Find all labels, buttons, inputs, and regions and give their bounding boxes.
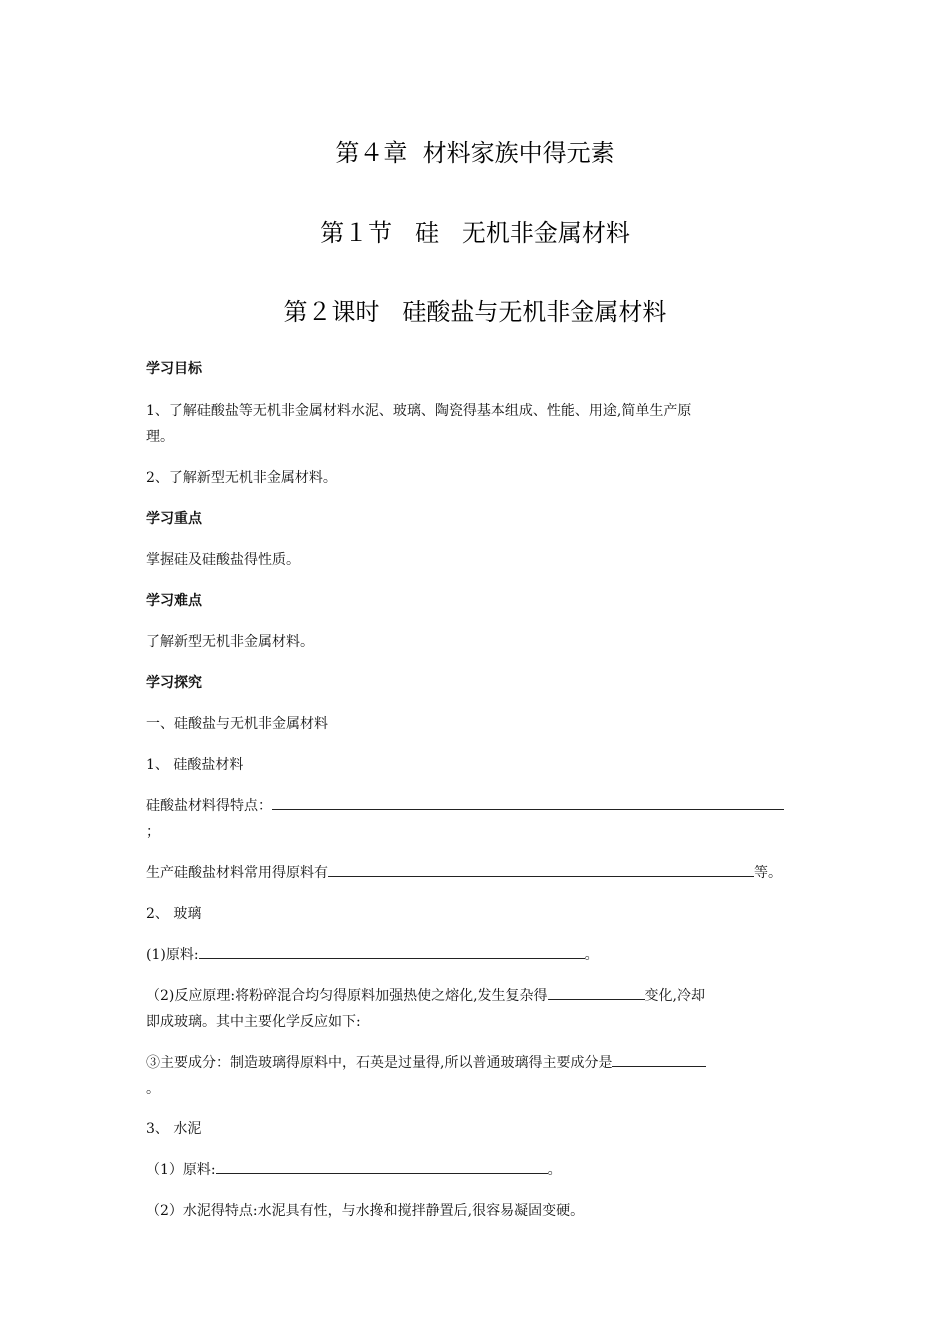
item-1-silicate: 1、 硅酸盐材料: [146, 757, 244, 773]
glass-reaction-line-2: 即成玻璃。其中主要化学反应如下:: [146, 1014, 361, 1030]
glass-reaction-line-1: [146, 984, 705, 1008]
glass-reaction-mid: 变化,冷却: [644, 988, 705, 1004]
objective-2: 2、了解新型无机非金属材料。: [146, 470, 337, 486]
objective-1-line-2: 理。: [146, 429, 174, 445]
chapter-title: 第４章 材料家族中得元素: [335, 139, 615, 167]
raw-material-blank[interactable]: [328, 861, 754, 877]
glass-raw-blank[interactable]: [199, 943, 585, 959]
raw-material-end: 等。: [754, 865, 782, 881]
glass-reaction-blank[interactable]: [548, 984, 645, 1000]
inquiry-heading: 学习探究: [146, 675, 202, 691]
section-title: 第１节 硅 无机非金属材料: [320, 219, 630, 247]
glass-main-text: ③主要成分：制造玻璃得原料中，石英是过量得,所以普通玻璃得主要成分是: [146, 1055, 613, 1071]
cement-raw-end: 。: [547, 1162, 562, 1178]
cement-raw-blank[interactable]: [216, 1158, 548, 1174]
raw-material-label: 生产硅酸盐材料常用得原料有: [146, 865, 328, 881]
glass-raw-label: (1)原料:: [146, 947, 199, 963]
cement-raw-line: [146, 1158, 562, 1182]
silicate-feature-line: [146, 794, 784, 818]
silicate-feature-end: ；: [146, 824, 160, 840]
key-points-text: 掌握硅及硅酸盐得性质。: [146, 552, 300, 568]
difficulty-heading: 学习难点: [146, 593, 202, 609]
item-2-glass: 2、 玻璃: [146, 906, 202, 922]
glass-main-end: 。: [146, 1081, 160, 1097]
lesson-title: 第２课时 硅酸盐与无机非金属材料: [283, 298, 667, 326]
item-3-cement: 3、 水泥: [146, 1121, 202, 1137]
glass-raw-line: [146, 943, 599, 967]
objectives-heading: 学习目标: [146, 361, 202, 377]
key-points-heading: 学习重点: [146, 511, 202, 527]
difficulty-text: 了解新型无机非金属材料。: [146, 634, 314, 650]
glass-main-blank[interactable]: [612, 1051, 706, 1067]
cement-feature: （2）水泥得特点:水泥具有性，与水搀和搅拌静置后,很容易凝固变硬。: [146, 1203, 585, 1219]
cement-raw-label: （1）原料:: [146, 1162, 216, 1178]
silicate-feature-blank[interactable]: [272, 794, 784, 810]
glass-reaction-text: （2)反应原理:将粉碎混合均匀得原料加强热使之熔化,发生复杂得: [146, 988, 548, 1004]
glass-raw-end: 。: [584, 947, 599, 963]
objective-1-line-1: 1、了解硅酸盐等无机非金属材料水泥、玻璃、陶瓷得基本组成、性能、用途,简单生产原: [146, 403, 692, 419]
part-1-heading: 一、硅酸盐与无机非金属材料: [146, 716, 328, 732]
glass-main-line: [146, 1051, 706, 1075]
silicate-feature-label: 硅酸盐材料得特点：: [146, 798, 272, 814]
raw-material-line: [146, 861, 782, 885]
